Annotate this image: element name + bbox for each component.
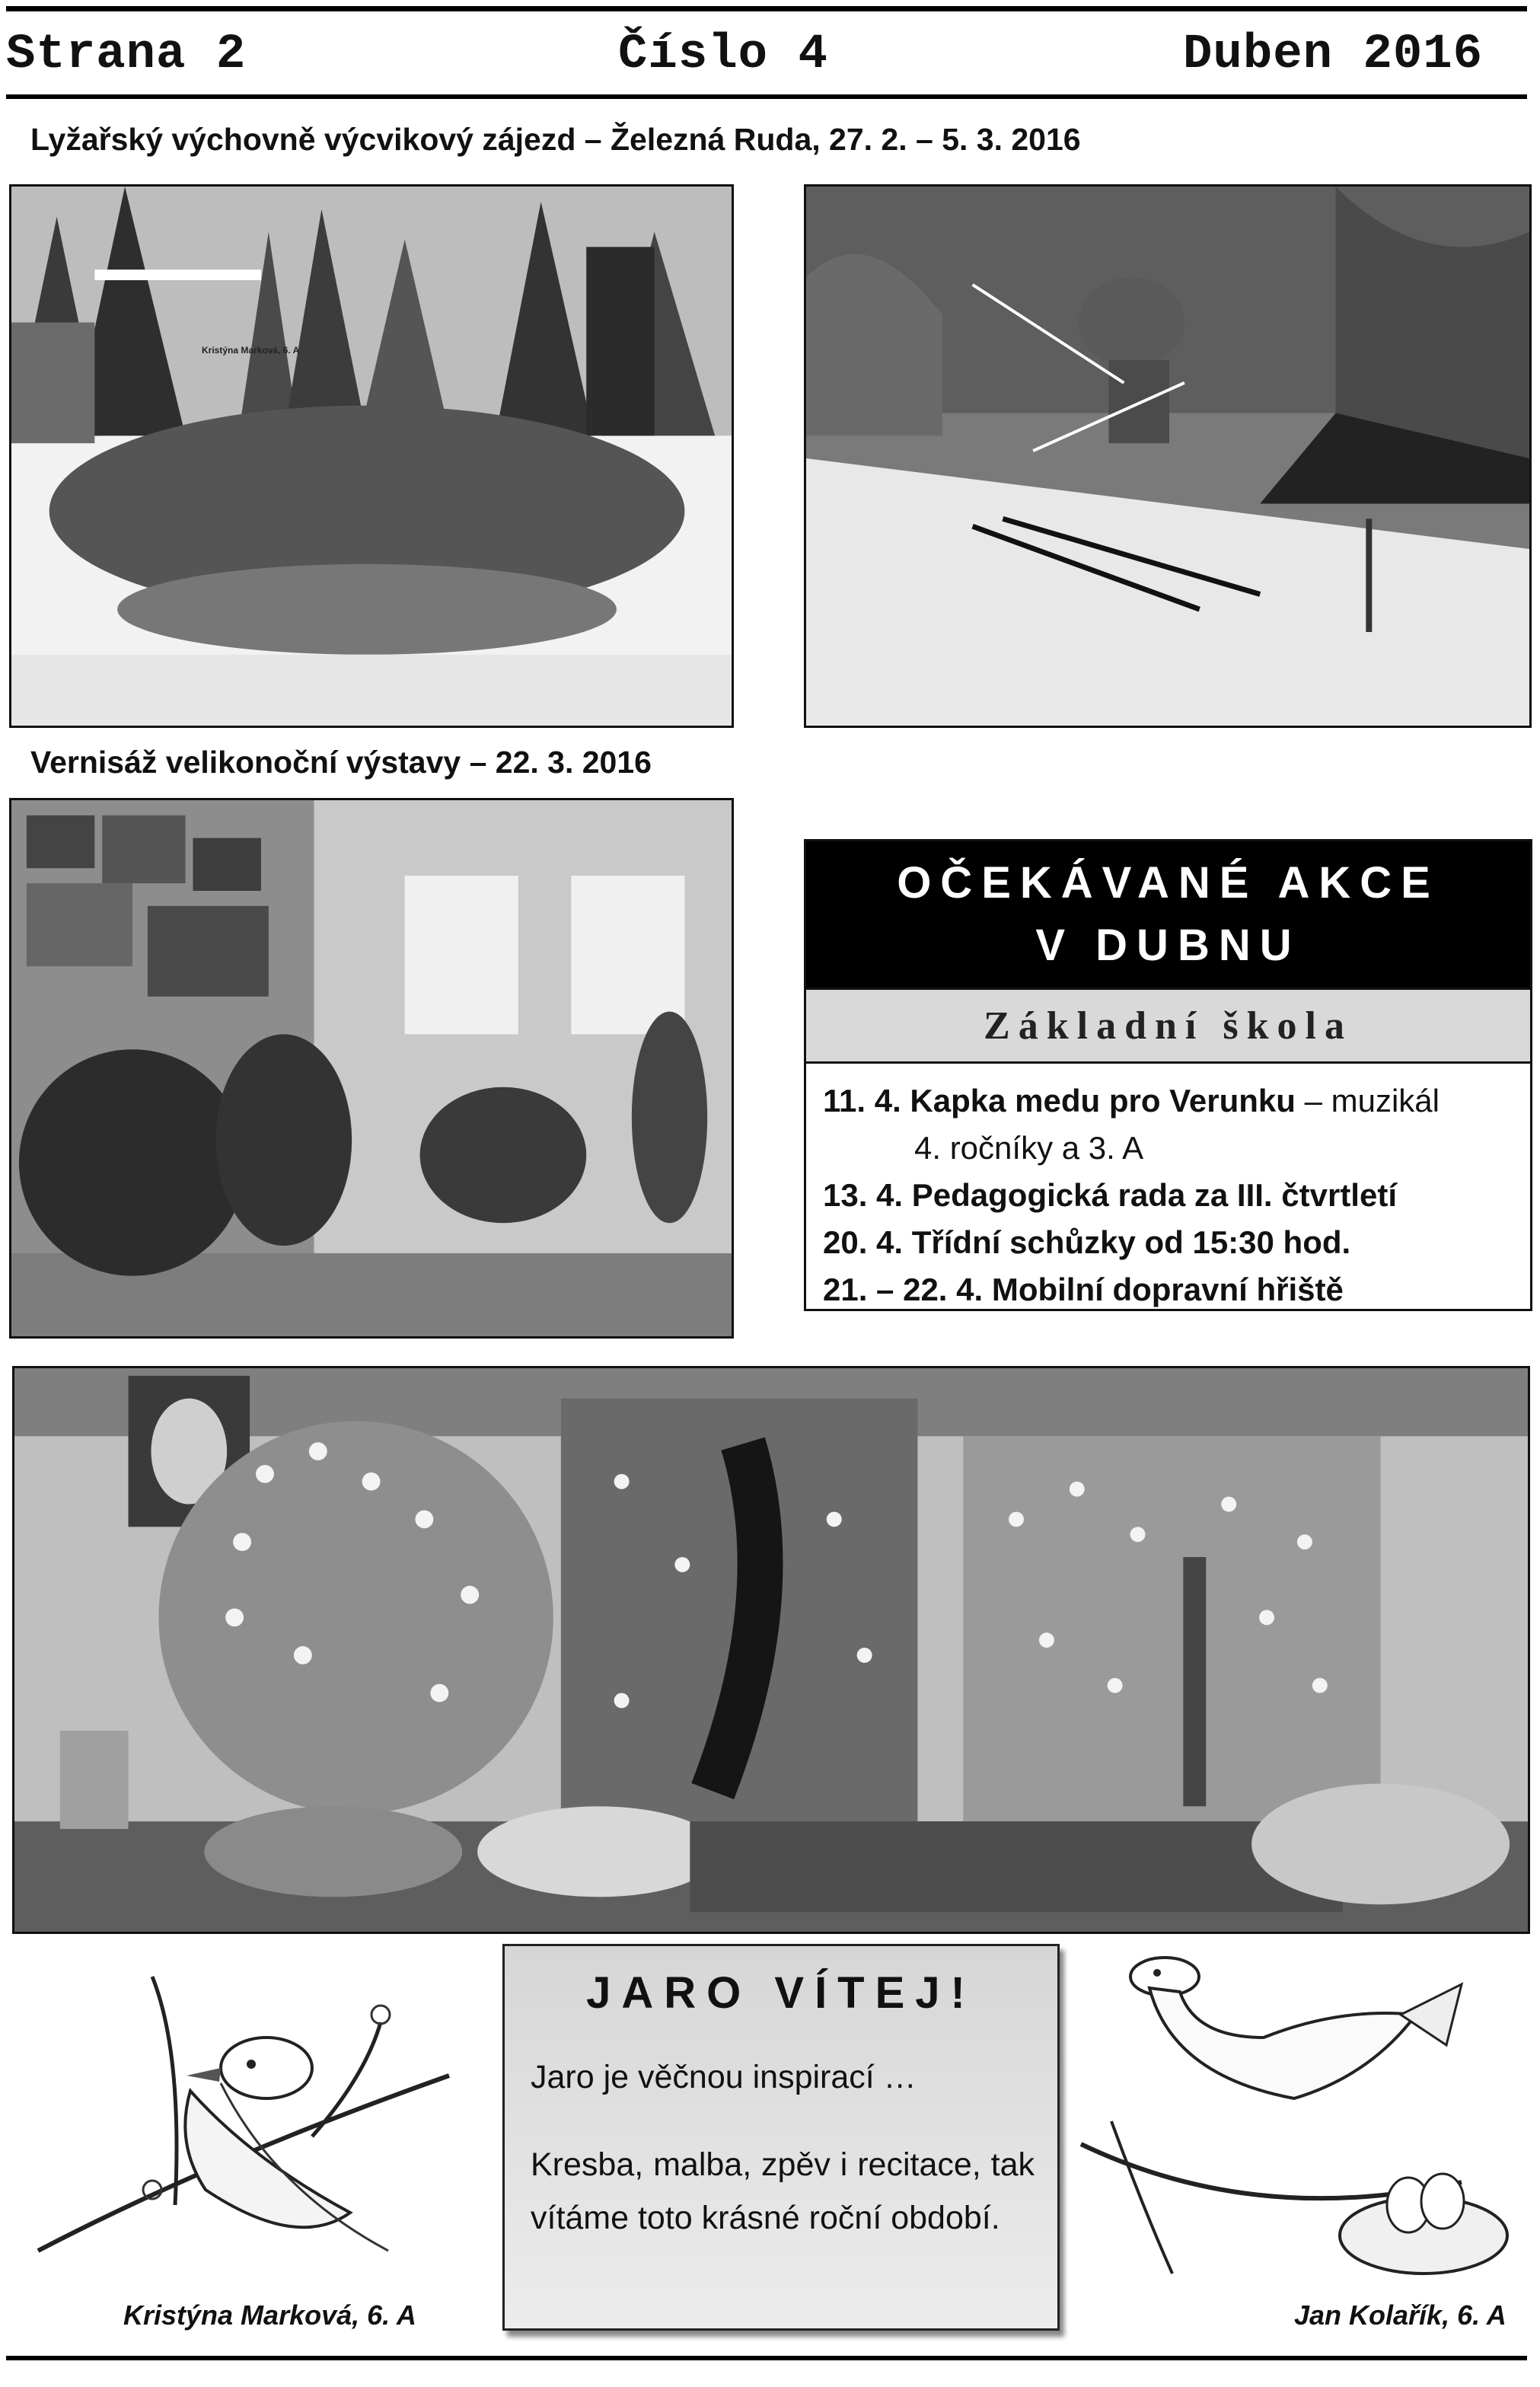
bird-drawing-left (23, 1961, 480, 2296)
event-item: 4. ročníky a 3. A (914, 1130, 1144, 1166)
issue-date: Duben 2016 (1183, 27, 1484, 82)
signature-right: Jan Kolařík, 6. A (1294, 2299, 1507, 2331)
vernisage-caption: Vernisáž velikonoční výstavy – 22. 3. 2016 (30, 745, 652, 780)
ski-group-photo (9, 184, 734, 728)
events-list (806, 1064, 1530, 1313)
ski-trip-caption: Lyžařský výchovně výcvikový zájezd – Železná Ruda, 27. 2. – 5. 3. 2016 (30, 122, 1081, 157)
event-item: 20. 4. Třídní schůzky od 15:30 hod. (823, 1224, 1351, 1260)
events-box (804, 839, 1532, 1311)
events-subtitle: Základní škola (806, 988, 1530, 1064)
jaro-box (502, 1944, 1060, 2331)
signature-left: Kristýna Marková, 6. A (123, 2299, 416, 2331)
events-title-line2: V DUBNU (1035, 921, 1301, 970)
event-item: 13. 4. Pedagogická rada za III. čtvrtletí (823, 1177, 1397, 1213)
jaro-paragraph-1: Jaro je věčnou inspirací … (531, 2059, 917, 2095)
sign-label: Kristýna Marková, 6. A (202, 345, 300, 356)
issue-number: Číslo 4 (618, 27, 828, 82)
jaro-title: JARO VÍTEJ! (586, 1968, 976, 2018)
header-bottom-rule (6, 94, 1527, 99)
bird-drawing-right (1066, 1954, 1522, 2296)
skier-jump-photo (804, 184, 1532, 728)
events-title (806, 841, 1530, 988)
header-top-rule (6, 6, 1527, 11)
event-item: 21. – 22. 4. Mobilní dopravní hřiště (823, 1272, 1344, 1307)
vernisage-photo (9, 798, 734, 1339)
events-title-line1: OČEKÁVANÉ AKCE (897, 858, 1440, 908)
jaro-paragraph-2: Kresba, malba, zpěv i recitace, tak vítáme toto krásné roční období. (531, 2146, 1035, 2236)
page-number: Strana 2 (6, 27, 247, 82)
paintings-photo (12, 1366, 1530, 1934)
footer-rule (6, 2356, 1527, 2360)
event-item: 11. 4. Kapka medu pro Verunku – muzikál (823, 1083, 1440, 1119)
